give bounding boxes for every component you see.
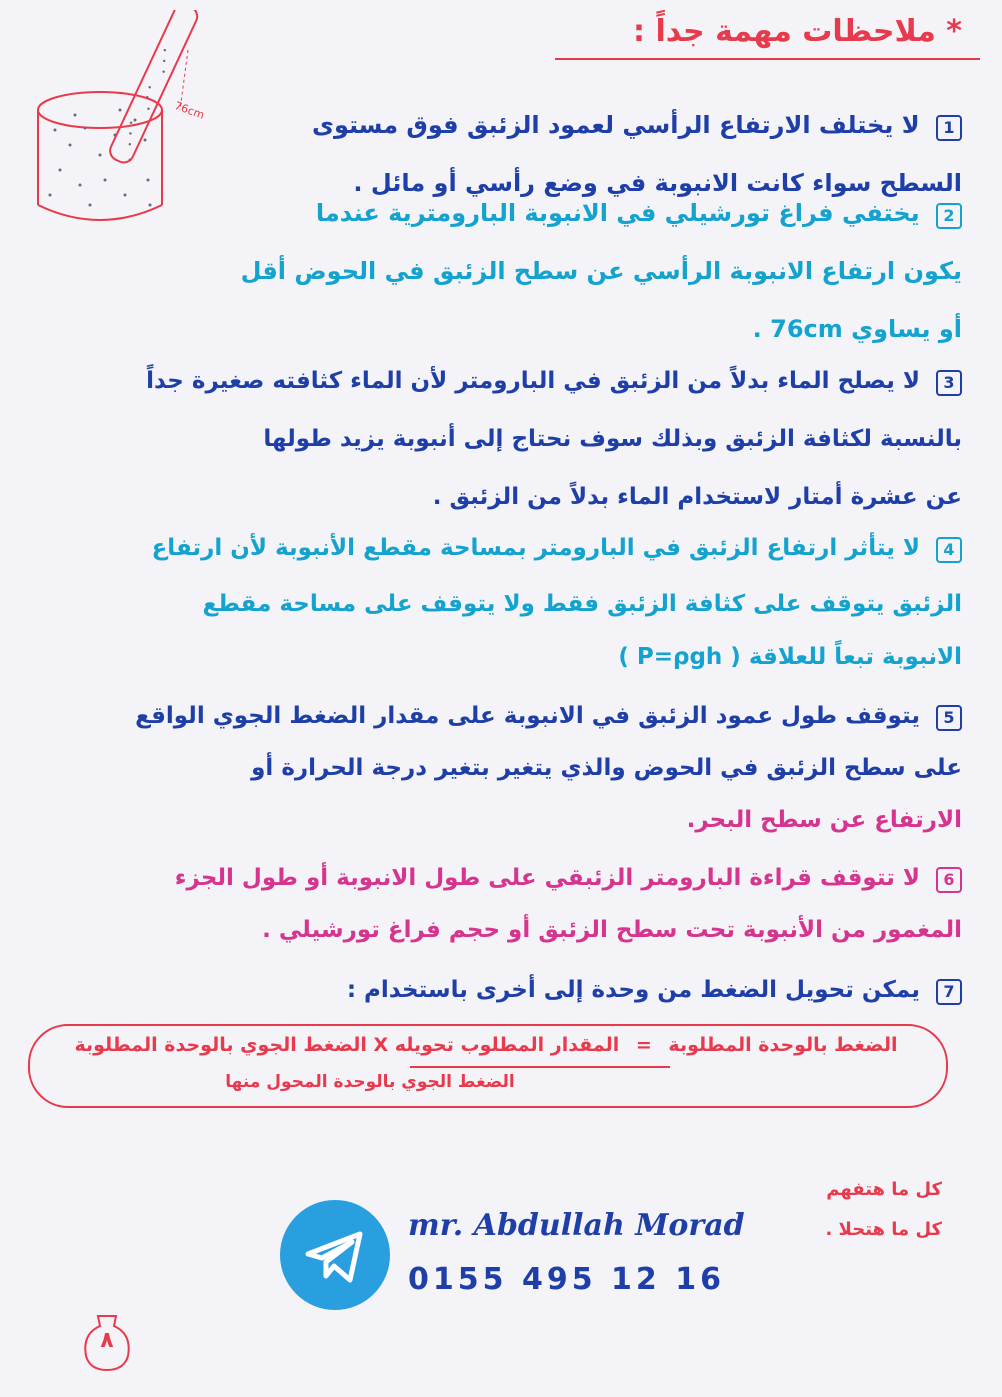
formula-top: [56, 1034, 916, 1056]
teacher-name: mr. Abdullah Morad: [408, 1208, 745, 1243]
note-3: [32, 352, 962, 526]
note-3-line-3: عن عشرة أمتار لاستخدام الماء بدلاً من الزئبق .: [432, 484, 962, 510]
formula-numerator: المقدار المطلوب تحويله X الضغط الجوي بالوحدة المطلوبة: [74, 1034, 620, 1056]
note-5-line-1: يتوقف طول عمود الزئبق في الانبوبة على مقدار الضغط الجوي الواقع: [135, 703, 920, 729]
note-4: [32, 520, 962, 682]
note-2-line-1: يختفي فراغ تورشيلي في الانبوبة البارومترية عندما: [315, 199, 920, 227]
note-2-line-2: يكون ارتفاع الانبوبة الرأسي عن سطح الزئبق في الحوض أقل: [240, 257, 962, 285]
note-4-number: 4: [936, 537, 962, 563]
note-1-line-2: السطح سواء كانت الانبوبة في وضع رأسي أو مائل .: [353, 169, 962, 197]
note-4-line-2: الزئبق يتوقف على كثافة الزئبق فقط ولا يتوقف على مساحة مقطع: [202, 591, 962, 617]
conversion-formula: [28, 1024, 948, 1108]
note-7: [32, 964, 962, 1016]
note-5-line-3: الارتفاع عن سطح البحر.: [686, 807, 962, 833]
page-title: * ملاحظات مهمة جداً :: [633, 14, 962, 49]
telegram-icon: [280, 1200, 390, 1310]
note-7-number: 7: [936, 979, 962, 1005]
note-2: [122, 184, 962, 358]
formula-equals: =: [635, 1034, 652, 1056]
contact-block: [280, 1200, 745, 1310]
note-3-line-2: بالنسبة لكثافة الزئبق وبذلك سوف نحتاج إلى أنبوبة يزيد طولها: [263, 426, 962, 452]
phone-number: 0155 495 12 16: [408, 1262, 725, 1297]
note-5-line-2: على سطح الزئبق في الحوض والذي يتغير بتغير درجة الحرارة أو: [251, 755, 962, 781]
note-3-number: 3: [936, 370, 962, 396]
note-6-line-2: المغمور من الأنبوبة تحت سطح الزئبق أو حجم فراغ تورشيلي .: [262, 917, 962, 943]
closing-remark: [742, 1170, 942, 1250]
note-6-line-1: لا تتوقف قراءة البارومتر الزئبقي على طول الانبوبة أو طول الجزء: [174, 865, 920, 891]
fraction-bar: [410, 1066, 670, 1068]
note-2-line-3: أو يساوي 76cm .: [752, 315, 962, 343]
page-number: ٨: [100, 1328, 114, 1353]
note-2-number: 2: [936, 203, 962, 229]
height-label: 76cm: [172, 99, 207, 122]
note-3-line-1: لا يصلح الماء بدلاً من الزئبق في البارومتر لأن الماء كثافته صغيرة جداً: [146, 368, 920, 394]
note-5: [32, 690, 962, 846]
note-6: [32, 852, 962, 956]
note-1-number: 1: [936, 115, 962, 141]
note-1-line-1: لا يختلف الارتفاع الرأسي لعمود الزئبق فوق مستوى: [311, 111, 920, 139]
closing-line-2: كل ما هتحلا .: [825, 1219, 942, 1240]
title-underline: [555, 58, 980, 60]
note-6-number: 6: [936, 867, 962, 893]
closing-line-1: كل ما هتفهم: [826, 1179, 942, 1200]
note-5-number: 5: [936, 705, 962, 731]
note-4-line-1: لا يتأثر ارتفاع الزئبق في البارومتر بمساحة مقطع الأنبوبة لأن ارتفاع: [151, 535, 920, 561]
formula-denominator: الضغط الجوي بالوحدة المحول منها: [225, 1072, 515, 1092]
note-4-line-3: الانبوبة تبعاً للعلاقة ( P=ρgh ): [618, 644, 962, 670]
formula-left-side: الضغط بالوحدة المطلوبة: [668, 1034, 898, 1056]
page-number-badge: [78, 1312, 136, 1372]
note-7-line-1: يمكن تحويل الضغط من وحدة إلى أخرى باستخدام :: [346, 977, 920, 1003]
